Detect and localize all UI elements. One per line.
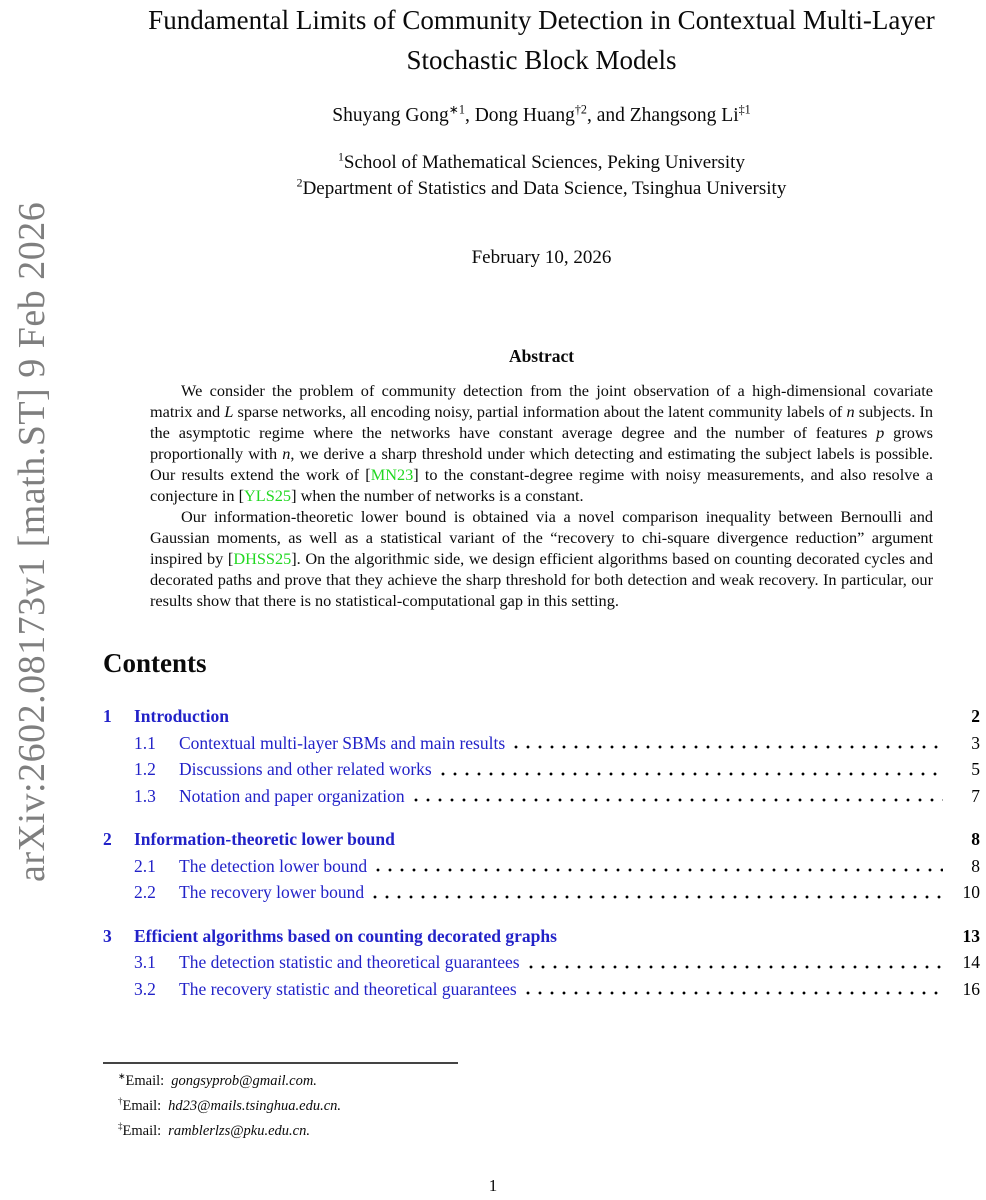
citation-link[interactable]: YLS25 bbox=[244, 486, 292, 505]
toc-subsection-link[interactable] bbox=[134, 853, 980, 880]
toc-subsection-number: 1.1 bbox=[134, 732, 156, 753]
toc-subsection-title: The recovery statistic and theoretical guarantees bbox=[179, 978, 517, 999]
author-separator: , and bbox=[586, 105, 630, 126]
author-footnote-mark: †2 bbox=[574, 102, 587, 117]
toc-dot-leader bbox=[441, 756, 943, 783]
toc-subsection-title: Discussions and other related works bbox=[179, 759, 432, 779]
page-number: 1 bbox=[488, 1176, 498, 1195]
toc-subsection-title: The recovery lower bound bbox=[179, 882, 365, 902]
toc-dot-leader bbox=[514, 730, 943, 757]
affiliation-text: Department of Statistics and Data Science, Tsinghua University bbox=[302, 178, 787, 199]
footnote-email: gongsyprob@gmail.com. bbox=[171, 1073, 317, 1089]
toc-subsection-link[interactable] bbox=[134, 879, 980, 906]
text-segment: We consider the problem of community detection from the joint observation of a high-dimensional covariate matrix and bbox=[150, 381, 933, 421]
toc-subsection-number: 3.1 bbox=[134, 952, 156, 972]
toc-page-number: 5 bbox=[971, 759, 980, 779]
toc-page-number: 3 bbox=[971, 732, 980, 753]
toc-subsection-number: 2.2 bbox=[134, 882, 156, 902]
affiliations bbox=[103, 150, 980, 202]
toc-subsection-number: 3.2 bbox=[134, 978, 156, 999]
footnote bbox=[103, 1094, 623, 1119]
toc-subsection-title: The detection lower bound bbox=[179, 855, 368, 876]
toc-group bbox=[103, 703, 980, 809]
toc-section-title: Introduction bbox=[134, 706, 229, 726]
affiliation-line bbox=[103, 176, 980, 202]
toc-page-number: 16 bbox=[962, 978, 980, 999]
footnote-rule bbox=[103, 1062, 458, 1064]
footnote-marker: ∗ bbox=[118, 1071, 126, 1082]
paper-date: February 10, 2026 bbox=[471, 247, 612, 268]
affiliation-text: School of Mathematical Sciences, Peking University bbox=[343, 152, 745, 173]
text-segment: n bbox=[846, 402, 855, 421]
text-segment: ] when the number of networks is a constant. bbox=[291, 486, 584, 505]
toc-page-number: 10 bbox=[962, 882, 980, 902]
toc-section-link[interactable] bbox=[103, 826, 980, 853]
contents-heading: Contents bbox=[103, 648, 207, 678]
toc-subsection-link[interactable] bbox=[134, 730, 980, 757]
author-footnote-mark: ‡1 bbox=[738, 102, 751, 117]
toc-section-number: 3 bbox=[103, 925, 112, 946]
affiliation-mark: 2 bbox=[296, 176, 303, 190]
toc-subsection-link[interactable] bbox=[134, 783, 980, 810]
toc-dot-leader bbox=[526, 976, 943, 1003]
affiliation-line bbox=[103, 150, 980, 176]
citation-link[interactable]: MN23 bbox=[370, 465, 414, 484]
text-segment: n bbox=[282, 444, 291, 463]
footnote-email: ramblerlzs@pku.edu.cn. bbox=[168, 1123, 310, 1139]
toc-subsection-link[interactable] bbox=[134, 756, 980, 783]
toc-section-number: 2 bbox=[103, 829, 112, 849]
footnote-label: Email: bbox=[125, 1073, 165, 1089]
toc-page-number: 14 bbox=[962, 952, 980, 972]
toc-page-number: 2 bbox=[971, 706, 980, 726]
text-segment: ]. On the algorithmic side, we design efficient algorithms based on counting decorated cycles and decorated paths and prove that they achieve the sharp threshold for both detection and weak recovery. In particular, our results show that there is no statistical-computational gap in this setting. bbox=[150, 549, 934, 610]
toc-dot-leader bbox=[373, 879, 943, 906]
author-name: Zhangsong Li bbox=[629, 105, 739, 126]
toc-subsection-title: Contextual multi-layer SBMs and main results bbox=[179, 732, 506, 753]
text-segment: subjects. In the asymptotic regime where the networks have constant average degree and the number of features bbox=[150, 402, 934, 442]
text-segment: grows proportionally with bbox=[150, 423, 933, 463]
footnote bbox=[103, 1119, 623, 1144]
page-body bbox=[103, 0, 980, 1002]
toc-section-link[interactable] bbox=[103, 703, 980, 730]
text-segment: p bbox=[876, 423, 885, 442]
text-segment: Our information-theoretic lower bound is obtained via a novel comparison inequality between Bernoulli and Gaussian moments, as well as a statistical variant of the “recovery to chi-square divergence reduction” argument inspired by [ bbox=[150, 507, 933, 568]
citation-link[interactable]: DHSS25 bbox=[233, 549, 292, 568]
footnote-label: Email: bbox=[122, 1123, 162, 1139]
text-segment: ] to the constant-degree regime with noisy measurements, and also resolve a conjecture in [ bbox=[150, 465, 934, 505]
table-of-contents bbox=[103, 703, 980, 1002]
text-segment: L bbox=[224, 402, 234, 421]
toc-subsection-title: The detection statistic and theoretical guarantees bbox=[179, 952, 520, 972]
toc-dot-leader bbox=[414, 783, 943, 810]
text-segment: , we derive a sharp threshold under which detecting and estimating the subject labels is possible. Our results extend the work of [ bbox=[150, 444, 933, 484]
toc-subsection-number: 1.3 bbox=[134, 785, 156, 806]
toc-section-title: Information-theoretic lower bound bbox=[134, 829, 395, 849]
author-separator: , bbox=[464, 105, 475, 126]
toc-subsection-number: 2.1 bbox=[134, 855, 156, 876]
abstract-paragraph-1 bbox=[150, 380, 933, 506]
toc-page-number: 8 bbox=[971, 829, 980, 849]
footnote-email: hd23@mails.tsinghua.edu.cn. bbox=[168, 1098, 342, 1114]
footnote-marker: † bbox=[118, 1096, 123, 1107]
abstract-paragraph-2 bbox=[150, 506, 933, 611]
toc-subsection-title: Notation and paper organization bbox=[179, 785, 405, 806]
toc-section-title: Efficient algorithms based on counting decorated graphs bbox=[134, 925, 557, 946]
toc-page-number: 13 bbox=[962, 925, 980, 946]
footnotes bbox=[103, 1062, 623, 1144]
footnote-marker: ‡ bbox=[118, 1121, 123, 1132]
paper-title: Fundamental Limits of Community Detection in Contextual Multi-Layer Stochastic Block Models bbox=[148, 5, 935, 75]
toc-subsection-link[interactable] bbox=[134, 949, 980, 976]
toc-section-link[interactable] bbox=[103, 923, 980, 950]
toc-page-number: 7 bbox=[971, 785, 980, 806]
toc-section-number: 1 bbox=[103, 706, 112, 726]
toc-subsection-number: 1.2 bbox=[134, 759, 156, 779]
toc-subsection-link[interactable] bbox=[134, 976, 980, 1003]
toc-page-number: 8 bbox=[971, 855, 980, 876]
abstract-heading: Abstract bbox=[508, 346, 575, 366]
author-name: Shuyang Gong bbox=[332, 105, 449, 126]
toc-dot-leader bbox=[529, 949, 943, 976]
footnote-label: Email: bbox=[122, 1098, 162, 1114]
toc-group bbox=[103, 923, 980, 1003]
toc-dot-leader bbox=[376, 853, 943, 880]
abstract-body bbox=[150, 380, 933, 611]
toc-group bbox=[103, 826, 980, 906]
text-segment: sparse networks, all encoding noisy, partial information about the latent community labels of bbox=[233, 402, 847, 421]
arxiv-watermark: arXiv:2602.08173v1 [math.ST] 9 Feb 2026 bbox=[11, 201, 53, 882]
author-footnote-mark: ∗1 bbox=[448, 102, 465, 117]
footnote bbox=[103, 1069, 623, 1094]
affiliation-mark: 1 bbox=[338, 150, 344, 164]
author-line bbox=[103, 103, 980, 129]
author-name: Dong Huang bbox=[474, 105, 575, 126]
